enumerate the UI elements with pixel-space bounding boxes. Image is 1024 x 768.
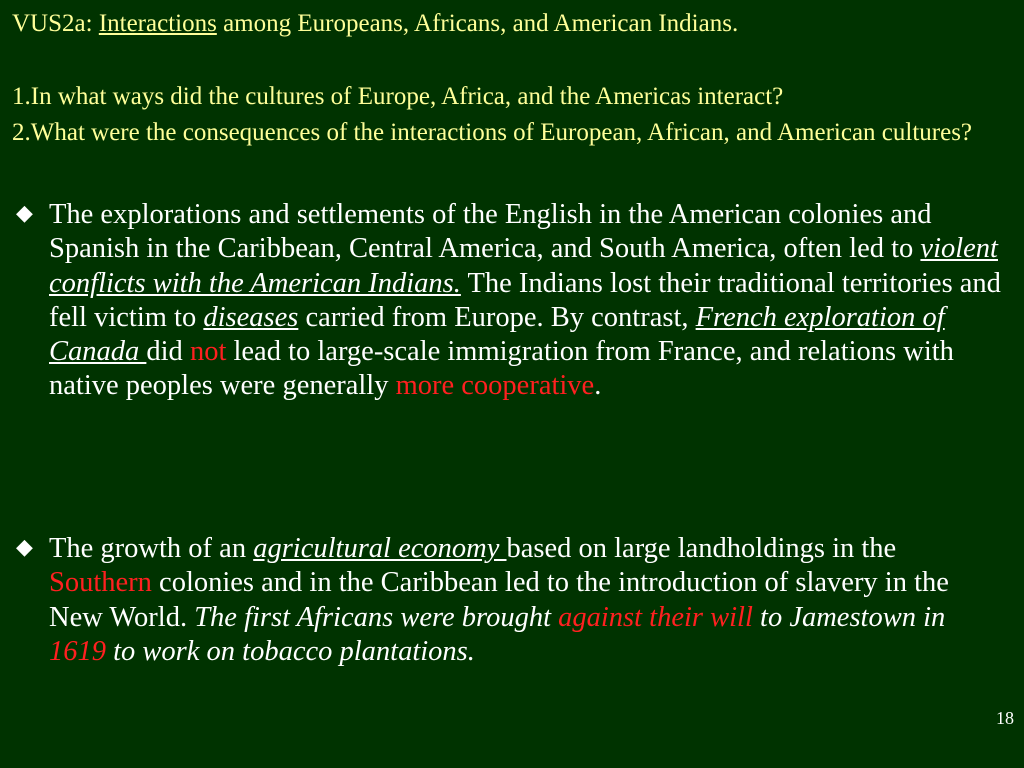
emphasis-not: not — [189, 336, 227, 368]
bullet-text — [49, 198, 1006, 404]
italic-first-africans: The first Africans were brought — [194, 601, 559, 633]
diamond-bullet-icon: ◆ — [16, 200, 33, 225]
text-run: The Indians lost their traditional territories and fell victim to — [49, 267, 1001, 333]
bullet-agricultural-economy — [16, 532, 1006, 669]
title-interactions-link[interactable]: Interactions — [98, 10, 217, 37]
emphasis-1619: 1619 — [49, 635, 106, 667]
diamond-bullet-icon: ◆ — [16, 534, 33, 559]
emphasis-southern: Southern — [49, 567, 152, 599]
slide-header — [12, 6, 1012, 151]
slide-title — [12, 6, 1012, 42]
emphasis-violent-conflicts: violent conflicts with the American Indians. — [49, 233, 998, 299]
emphasis-diseases: diseases — [203, 301, 299, 333]
italic-to-jamestown: to Jamestown in — [752, 601, 946, 633]
page-number: 18 — [996, 708, 1014, 728]
text-run: did — [146, 336, 190, 368]
emphasis-french-exploration: French exploration of Canada — [49, 301, 945, 368]
text-run: The growth of an — [49, 533, 254, 564]
title-suffix: among Europeans, Africans, and American Indians. — [216, 10, 739, 37]
emphasis-more-cooperative: more cooperative — [395, 370, 595, 402]
text-run: lead to large-scale immigration from France, and relations with native peoples were generally — [49, 336, 954, 402]
question-2: 2.What were the consequences of the interactions of European, African, and American cultures? — [12, 119, 973, 146]
italic-tobacco: to work on tobacco plantations. — [106, 635, 475, 667]
emphasis-agricultural-economy: agricultural economy — [253, 533, 507, 564]
text-run: colonies and in the Caribbean led to the introduction of slavery in the New World. — [49, 567, 949, 633]
text-run: . — [594, 370, 602, 402]
title-prefix: VUS2a: — [12, 10, 99, 37]
bullet-explorations — [16, 198, 1006, 404]
header-spacer — [12, 42, 1012, 79]
text-run: carried from Europe. By contrast, — [298, 301, 696, 333]
emphasis-against-their-will: against their will — [558, 601, 753, 633]
bullet-text — [49, 532, 1006, 669]
text-run: The explorations and settlements of the English in the American colonies and Spanish in the Caribbean, Central America, and South America, often led to — [49, 199, 932, 265]
question-1: 1.In what ways did the cultures of Europe, Africa, and the Americas interact? — [12, 83, 784, 110]
text-run: based on large landholdings in the — [506, 533, 897, 564]
